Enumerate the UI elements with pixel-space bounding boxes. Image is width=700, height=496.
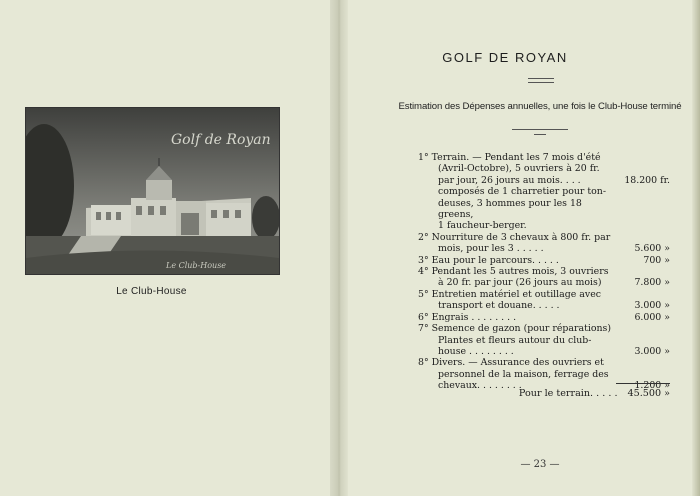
book-gutter xyxy=(330,0,348,496)
expense-item xyxy=(418,357,670,391)
expense-text: 8° Divers. — Assurance des ouvriers et xyxy=(418,357,604,369)
expense-item xyxy=(418,232,670,255)
photo-caption: Le Club-House xyxy=(116,286,187,297)
expense-item xyxy=(418,255,670,266)
total-value: 45.500 » xyxy=(627,388,670,399)
expense-line xyxy=(418,357,670,368)
expense-text: 3° Eau pour le parcours. . . . . xyxy=(418,254,559,266)
expense-line xyxy=(418,175,670,186)
expense-item xyxy=(418,323,670,357)
total-row xyxy=(470,388,670,399)
expense-line xyxy=(418,277,670,288)
expense-text: par jour, 26 jours au mois. . . . xyxy=(438,174,581,186)
total-rule xyxy=(616,383,670,384)
expense-item xyxy=(418,289,670,312)
expense-text: transport et douane. . . . . xyxy=(438,300,560,312)
expense-line xyxy=(418,232,670,243)
expense-text: 2° Nourriture de 3 chevaux à 800 fr. par xyxy=(418,231,611,243)
expense-text: 5° Entretien matériel et outillage avec xyxy=(418,288,601,300)
expense-amount: 18.200 fr. xyxy=(624,174,670,186)
page-title: GOLF DE ROYAN xyxy=(442,50,568,65)
expense-text: mois, pour les 3 . . . . . xyxy=(438,243,544,255)
expense-text: 7° Semence de gazon (pour réparations) xyxy=(418,323,611,335)
title-ornament xyxy=(528,78,554,83)
expense-line xyxy=(418,255,670,266)
expense-line xyxy=(418,312,670,323)
expense-line xyxy=(418,369,670,380)
expense-text: deuses, 3 hommes pour les 18 greens, xyxy=(438,197,582,221)
page-number: — 23 — xyxy=(520,459,560,470)
expense-amount: 700 » xyxy=(643,254,670,266)
total-label: Pour le terrain. . . . . xyxy=(518,388,618,399)
expense-amount: 3.000 » xyxy=(634,300,670,312)
club-house-illustration xyxy=(26,108,279,274)
expense-item xyxy=(418,266,670,289)
expense-list xyxy=(418,152,670,392)
expense-line xyxy=(418,152,670,163)
expense-item xyxy=(418,312,670,323)
expense-line xyxy=(418,186,670,197)
expense-text: Plantes et fleurs autour du club- xyxy=(438,334,592,346)
expense-amount: 5.600 » xyxy=(634,243,670,255)
expense-line xyxy=(418,243,670,254)
expense-text: house . . . . . . . . xyxy=(438,345,514,357)
expense-line xyxy=(418,335,670,346)
expense-line xyxy=(418,163,670,174)
expense-text: 1 faucheur-berger. xyxy=(438,220,527,232)
expense-line xyxy=(418,198,670,221)
photo-inscription: Golf de Royan xyxy=(171,132,271,148)
expense-amount: 3.000 » xyxy=(634,345,670,357)
expense-amount: 6.000 » xyxy=(634,311,670,323)
expense-text: 4° Pendant les 5 autres mois, 3 ouvriers xyxy=(418,266,609,278)
subtitle-ornament xyxy=(512,129,568,134)
expense-amount: 1.200 » xyxy=(634,380,670,392)
expense-line xyxy=(418,346,670,357)
club-house-photo xyxy=(25,107,280,275)
expense-amount: 7.800 » xyxy=(634,277,670,289)
expense-item xyxy=(418,152,670,232)
expense-text: composés de 1 charretier pour ton- xyxy=(438,186,606,198)
expense-text: 1° Terrain. — Pendant les 7 mois d'été xyxy=(418,152,601,163)
page-subtitle: Estimation des Dépenses annuelles, une fois le Club-House terminé xyxy=(398,101,682,112)
expense-text: (Avril-Octobre), 5 ouvriers à 20 fr. xyxy=(438,163,600,175)
expense-line xyxy=(418,266,670,277)
expense-line xyxy=(418,323,670,334)
page-edge xyxy=(692,0,700,496)
expense-text: personnel de la maison, ferrage des xyxy=(438,368,609,380)
expense-text: 6° Engrais . . . . . . . . xyxy=(418,311,517,323)
expense-line xyxy=(418,220,670,231)
expense-line xyxy=(418,289,670,300)
photo-bottom-inscription: Le Club-House xyxy=(166,261,227,270)
expense-text: à 20 fr. par jour (26 jours au mois) xyxy=(438,277,602,289)
expense-text: chevaux. . . . . . . . xyxy=(438,380,522,392)
expense-line xyxy=(418,300,670,311)
